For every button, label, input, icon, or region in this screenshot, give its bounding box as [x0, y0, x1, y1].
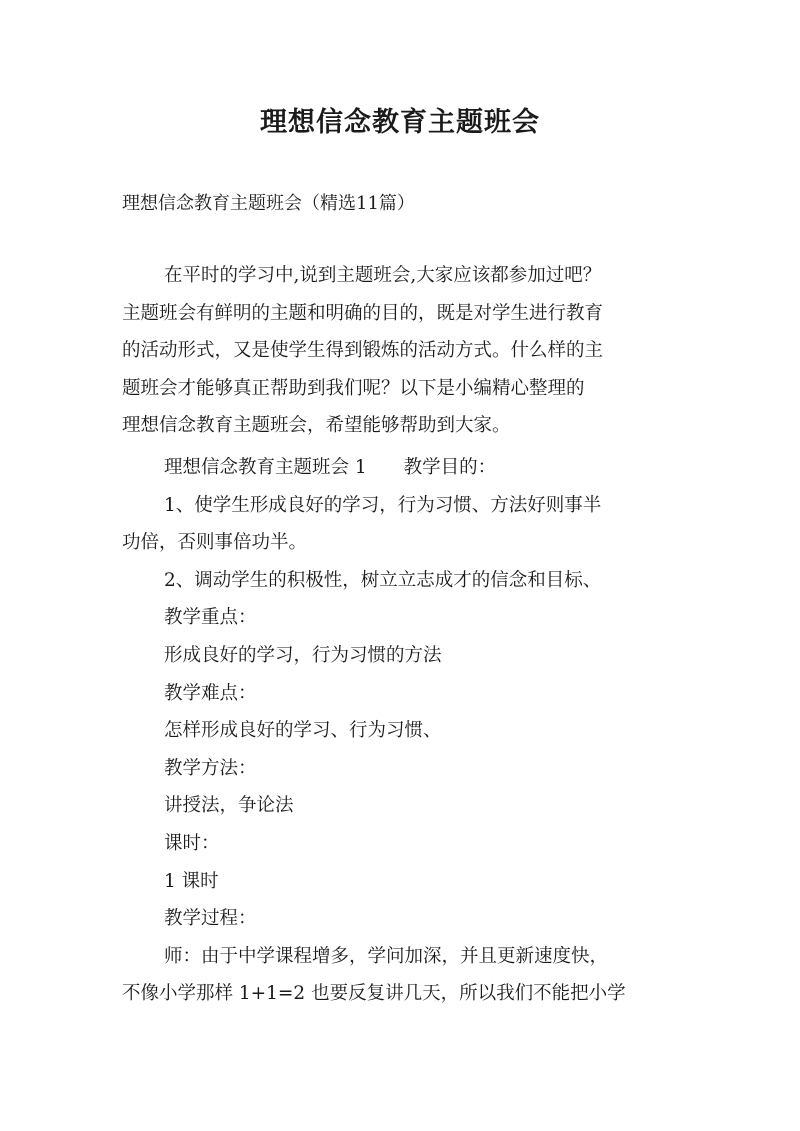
paragraph-line: 的活动形式，又是使学生得到锻炼的活动方式。什么样的主 [122, 340, 604, 361]
paragraph-line: 题班会才能够真正帮助到我们呢？以下是小编精心整理的 [122, 378, 585, 399]
paragraph-line: 1 课时 [164, 871, 219, 892]
paragraph-line: 怎样形成良好的学习、行为习惯、 [164, 720, 442, 741]
paragraph-line: 1、使学生形成良好的学习，行为习惯、方法好则事半 [164, 495, 602, 516]
paragraph-line: 师：由于中学课程增多，学问加深，并且更新速度快， [164, 946, 609, 967]
paragraph-line: 不像小学那样 1+1=2 也要反复讲几天，所以我们不能把小学 [122, 983, 626, 1004]
document-title: 理想信念教育主题班会 [260, 107, 540, 138]
paragraph-line: 形成良好的学习，行为习惯的方法 [164, 645, 442, 666]
subheading-line: 教学重点： [164, 607, 257, 628]
subheading-line: 课时： [164, 833, 220, 854]
document-subtitle: 理想信念教育主题班会（精选11篇） [122, 193, 415, 214]
paragraph-line: 功倍，否则事倍功半。 [122, 532, 308, 553]
subheading-line: 教学过程： [164, 908, 257, 929]
subheading-line: 教学难点： [164, 683, 257, 704]
paragraph-line: 2、调动学生的积极性，树立立志成才的信念和目标、 [164, 570, 602, 591]
section-heading-line: 理想信念教育主题班会 1 教学目的： [164, 457, 497, 478]
subheading-line: 教学方法： [164, 758, 257, 779]
paragraph-line: 在平时的学习中,说到主题班会,大家应该都参加过吧？ [164, 265, 602, 286]
paragraph-line: 主题班会有鲜明的主题和明确的目的，既是对学生进行教育 [122, 303, 604, 324]
paragraph-line: 讲授法，争论法 [164, 795, 294, 816]
paragraph-line: 理想信念教育主题班会，希望能够帮助到大家。 [122, 415, 511, 436]
